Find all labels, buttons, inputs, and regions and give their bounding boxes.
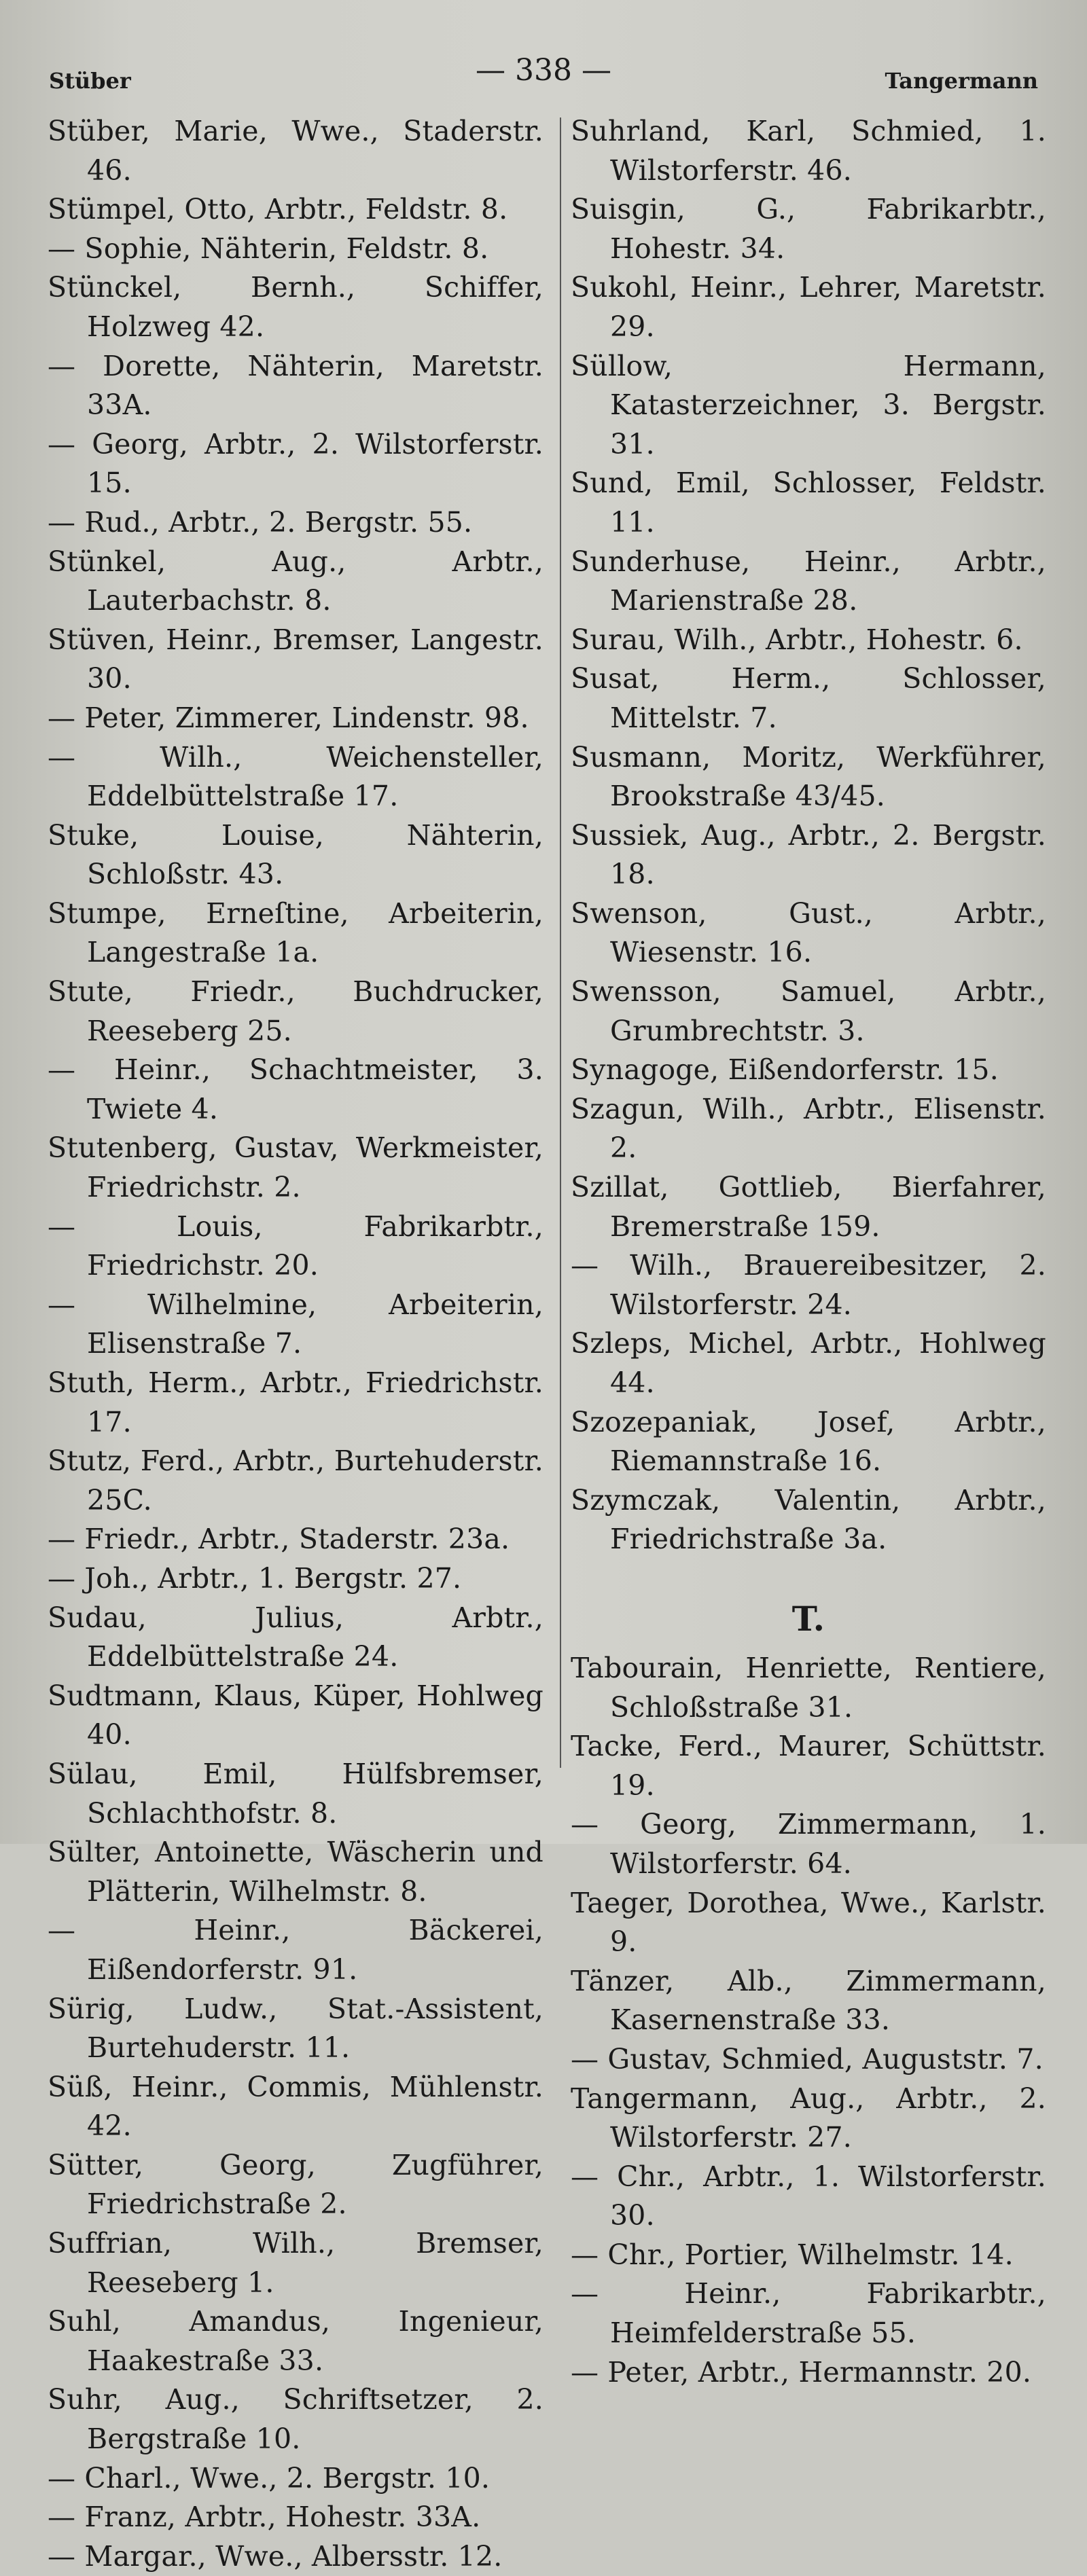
directory-entry: Suisgin, G., Fabrikarbtr., Hohestr. 34. bbox=[571, 193, 1046, 265]
left-column bbox=[48, 112, 544, 2573]
directory-entry: Synagoge, Eißendorferstr. 15. bbox=[571, 1053, 999, 1087]
directory-entry: Suhr, Aug., Schriftsetzer, 2. Bergstraße 10. bbox=[48, 2383, 544, 2456]
section-letter-t: T. bbox=[791, 1598, 825, 1639]
directory-entry: — Georg, Arbtr., 2. Wilstorferstr. 15. bbox=[48, 427, 544, 500]
directory-entry: Sunderhuse, Heinr., Arbtr., Marienstraße 28. bbox=[571, 545, 1046, 617]
directory-entry: Stute, Friedr., Buchdrucker, Reeseberg 25. bbox=[48, 975, 544, 1047]
directory-entry: Stuke, Louise, Nähterin, Schloßstr. 43. bbox=[48, 818, 544, 891]
column-divider bbox=[560, 117, 561, 1768]
directory-entry: Suhrland, Karl, Schmied, 1. Wilstorferstr. 46. bbox=[571, 115, 1046, 187]
directory-entry: Süß, Heinr., Commis, Mühlenstr. 42. bbox=[48, 2070, 544, 2143]
directory-entry: Surau, Wilh., Arbtr., Hohestr. 6. bbox=[571, 623, 1023, 656]
page-number: — 338 — bbox=[476, 53, 611, 88]
directory-entry: — Charl., Wwe., 2. Bergstr. 10. bbox=[48, 2461, 491, 2495]
directory-entry: Tabourain, Henriette, Rentiere, Schloßstraße 31. bbox=[571, 1651, 1046, 1724]
directory-entry: — Friedr., Arbtr., Staderstr. 23a. bbox=[48, 1523, 510, 1556]
directory-entry: Stüven, Heinr., Bremser, Langestr. 30. bbox=[48, 623, 544, 695]
directory-entry: Taeger, Dorothea, Wwe., Karlstr. 9. bbox=[571, 1886, 1046, 1959]
directory-entry: Swenson, Gust., Arbtr., Wiesenstr. 16. bbox=[571, 896, 1046, 969]
directory-entry: — Gustav, Schmied, Auguststr. 7. bbox=[571, 2042, 1044, 2075]
directory-entry: Szozepaniak, Josef, Arbtr., Riemannstraße 16. bbox=[571, 1405, 1046, 1478]
directory-entry: — Wilh., Brauereibesitzer, 2. Wilstorferstr. 24. bbox=[571, 1249, 1046, 1321]
directory-entry: — Dorette, Nähterin, Maretstr. 33A. bbox=[48, 349, 544, 422]
directory-entry: — Peter, Zimmerer, Lindenstr. 98. bbox=[48, 701, 529, 734]
directory-entry: Stutenberg, Gustav, Werkmeister, Friedrichstr. 2. bbox=[48, 1131, 544, 1204]
directory-entry: — Heinr., Bäckerei, Eißendorferstr. 91. bbox=[48, 1914, 544, 1986]
directory-entry: Sund, Emil, Schlosser, Feldstr. 11. bbox=[571, 467, 1046, 539]
directory-entry: Stumpe, Erneſtine, Arbeiterin, Langestraße 1a. bbox=[48, 896, 544, 969]
directory-entry: Stüber, Marie, Wwe., Staderstr. 46. bbox=[48, 115, 544, 187]
directory-entry: Sülter, Antoinette, Wäscherin und Plätterin, Wilhelmstr. 8. bbox=[48, 1836, 544, 1908]
right-column bbox=[571, 112, 1046, 2389]
directory-entry: Stutz, Ferd., Arbtr., Burtehuderstr. 25C. bbox=[48, 1445, 544, 1517]
directory-entry: Szleps, Michel, Arbtr., Hohlweg 44. bbox=[571, 1327, 1046, 1399]
directory-entry: Sussiek, Aug., Arbtr., 2. Bergstr. 18. bbox=[571, 818, 1046, 891]
right-column-t-entries bbox=[571, 1649, 1046, 2392]
header-first-name: Stüber bbox=[49, 68, 131, 94]
directory-entry: — Heinr., Fabrikarbtr., Heimfelderstraße 55. bbox=[571, 2277, 1046, 2350]
directory-entry: Tacke, Ferd., Maurer, Schüttstr. 19. bbox=[571, 1730, 1046, 1802]
directory-entry: Suffrian, Wilh., Bremser, Reeseberg 1. bbox=[48, 2227, 544, 2299]
directory-entry: — Margar., Wwe., Albersstr. 12. bbox=[48, 2539, 503, 2573]
directory-entry: Sürig, Ludw., Stat.-Assistent, Burtehuderstr. 11. bbox=[48, 1992, 544, 2065]
directory-entry: Szagun, Wilh., Arbtr., Elisenstr. 2. bbox=[571, 1092, 1046, 1165]
directory-entry: — Rud., Arbtr., 2. Bergstr. 55. bbox=[48, 505, 473, 539]
directory-entry: — Sophie, Nähterin, Feldstr. 8. bbox=[48, 232, 489, 265]
directory-entry: — Georg, Zimmermann, 1. Wilstorferstr. 64. bbox=[571, 1808, 1046, 1880]
header-last-name: Tangermann bbox=[885, 68, 1038, 94]
directory-entry: — Chr., Arbtr., 1. Wilstorferstr. 30. bbox=[571, 2160, 1046, 2232]
directory-entry: Stuth, Herm., Arbtr., Friedrichstr. 17. bbox=[48, 1366, 544, 1438]
directory-entry: Stümpel, Otto, Arbtr., Feldstr. 8. bbox=[48, 193, 508, 226]
directory-entry: Sütter, Georg, Zugführer, Friedrichstraße 2. bbox=[48, 2148, 544, 2221]
directory-entry: Tangermann, Aug., Arbtr., 2. Wilstorferstr. 27. bbox=[571, 2082, 1046, 2154]
directory-entry: — Joh., Arbtr., 1. Bergstr. 27. bbox=[48, 1561, 462, 1595]
directory-entry: Sudau, Julius, Arbtr., Eddelbüttelstraße 24. bbox=[48, 1601, 544, 1673]
directory-entry: — Chr., Portier, Wilhelmstr. 14. bbox=[571, 2238, 1014, 2271]
directory-entry: Suhl, Amandus, Ingenieur, Haakestraße 33. bbox=[48, 2305, 544, 2377]
page-header bbox=[49, 53, 1038, 94]
directory-entry: Tänzer, Alb., Zimmermann, Kasernenstraße 33. bbox=[571, 1964, 1046, 2037]
directory-entry: — Franz, Arbtr., Hohestr. 33A. bbox=[48, 2501, 481, 2534]
directory-entry: — Louis, Fabrikarbtr., Friedrichstr. 20. bbox=[48, 1210, 544, 1282]
directory-entry: Szymczak, Valentin, Arbtr., Friedrichstraße 3a. bbox=[571, 1483, 1046, 1556]
directory-entry: Sukohl, Heinr., Lehrer, Maretstr. 29. bbox=[571, 271, 1046, 343]
directory-entry: — Peter, Arbtr., Hermannstr. 20. bbox=[571, 2355, 1032, 2389]
directory-columns bbox=[48, 112, 1046, 2573]
directory-entry: — Wilh., Weichensteller, Eddelbüttelstraße 17. bbox=[48, 740, 544, 813]
directory-entry: Susmann, Moritz, Werkführer, Brookstraße 43/45. bbox=[571, 740, 1046, 813]
directory-entry: — Wilhelmine, Arbeiterin, Elisenstraße 7. bbox=[48, 1288, 544, 1360]
right-column-s-entries bbox=[571, 112, 1046, 1559]
directory-entry: Susat, Herm., Schlosser, Mittelstr. 7. bbox=[571, 662, 1046, 734]
directory-entry: Stünkel, Aug., Arbtr., Lauterbachstr. 8. bbox=[48, 545, 544, 617]
directory-entry: Stünckel, Bernh., Schiffer, Holzweg 42. bbox=[48, 271, 544, 343]
directory-entry: Szillat, Gottlieb, Bierfahrer, Bremerstraße 159. bbox=[571, 1171, 1046, 1243]
directory-entry: Sudtmann, Klaus, Küper, Hohlweg 40. bbox=[48, 1679, 544, 1752]
directory-entry: Swensson, Samuel, Arbtr., Grumbrechtstr. 3. bbox=[571, 975, 1046, 1047]
directory-entry: Süllow, Hermann, Katasterzeichner, 3. Bergstr. 31. bbox=[571, 349, 1046, 460]
directory-entry: — Heinr., Schachtmeister, 3. Twiete 4. bbox=[48, 1053, 544, 1125]
directory-entry: Sülau, Emil, Hülfsbremser, Schlachthofstr. 8. bbox=[48, 1757, 544, 1830]
